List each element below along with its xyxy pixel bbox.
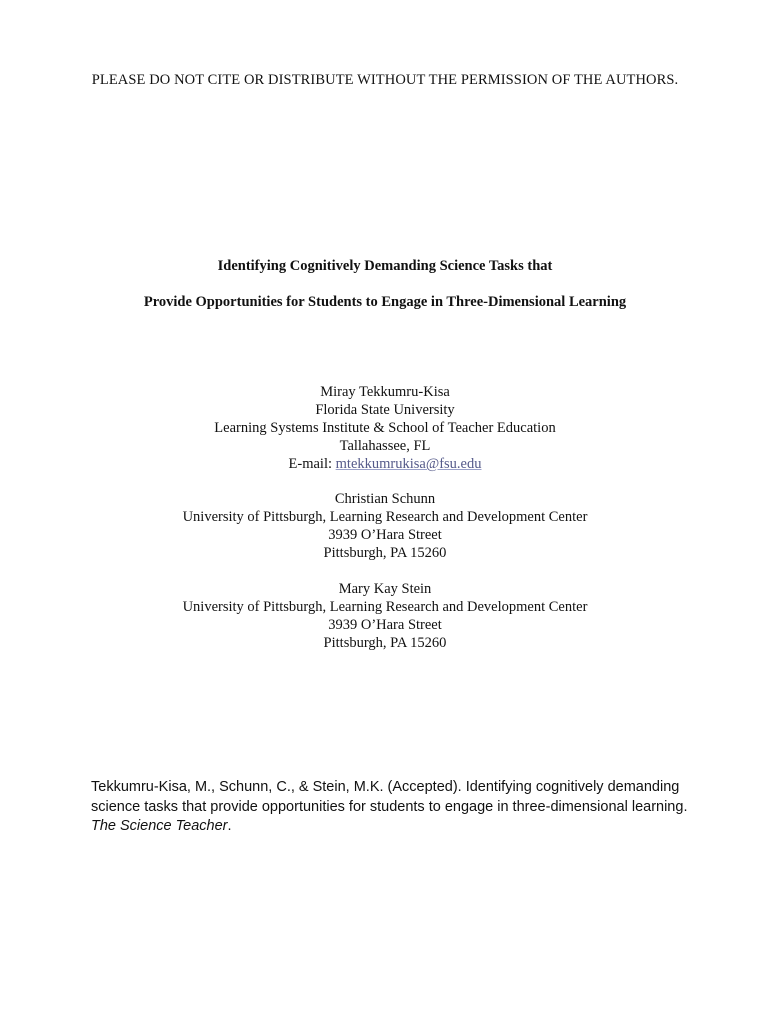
permission-notice: PLEASE DO NOT CITE OR DISTRIBUTE WITHOUT THE PERMISSION OF THE AUTHORS. [91,72,679,88]
paper-title-line-2: Provide Opportunities for Students to Engage in Three-Dimensional Learning [143,294,627,310]
author-name: Mary Kay Stein [338,581,432,597]
citation [91,778,691,837]
author-name: Miray Tekkumru-Kisa [320,384,450,400]
author-affiliation: 3939 O’Hara Street [328,617,442,633]
author-block-1 [0,383,770,473]
author-affiliation: 3939 O’Hara Street [328,527,442,543]
author-name: Christian Schunn [334,491,436,507]
author-email-row [0,455,770,473]
citation-text: Tekkumru-Kisa, M., Schunn, C., & Stein, M.K. (Accepted). Identifying cognitively demanding science tasks that provide opportunities for students to engage in three-dimensional learning. [91,779,688,815]
author-email-link[interactable]: mtekkumrukisa@fsu.edu [335,456,482,472]
author-affiliation: Tallahassee, FL [339,438,431,454]
author-block-3 [0,580,770,652]
author-block-2 [0,490,770,562]
author-affiliation: University of Pittsburgh, Learning Research and Development Center [182,599,588,615]
email-label: E-mail: [288,456,336,472]
citation-journal: The Science Teacher [91,818,228,834]
citation-end: . [227,818,232,834]
author-affiliation: Learning Systems Institute & School of Teacher Education [214,420,556,436]
author-affiliation: University of Pittsburgh, Learning Research and Development Center [182,509,588,525]
paper-title-line-1: Identifying Cognitively Demanding Science Tasks that [217,258,553,274]
author-affiliation: Pittsburgh, PA 15260 [323,635,447,651]
author-affiliation: Pittsburgh, PA 15260 [323,545,447,561]
author-affiliation: Florida State University [315,402,455,418]
